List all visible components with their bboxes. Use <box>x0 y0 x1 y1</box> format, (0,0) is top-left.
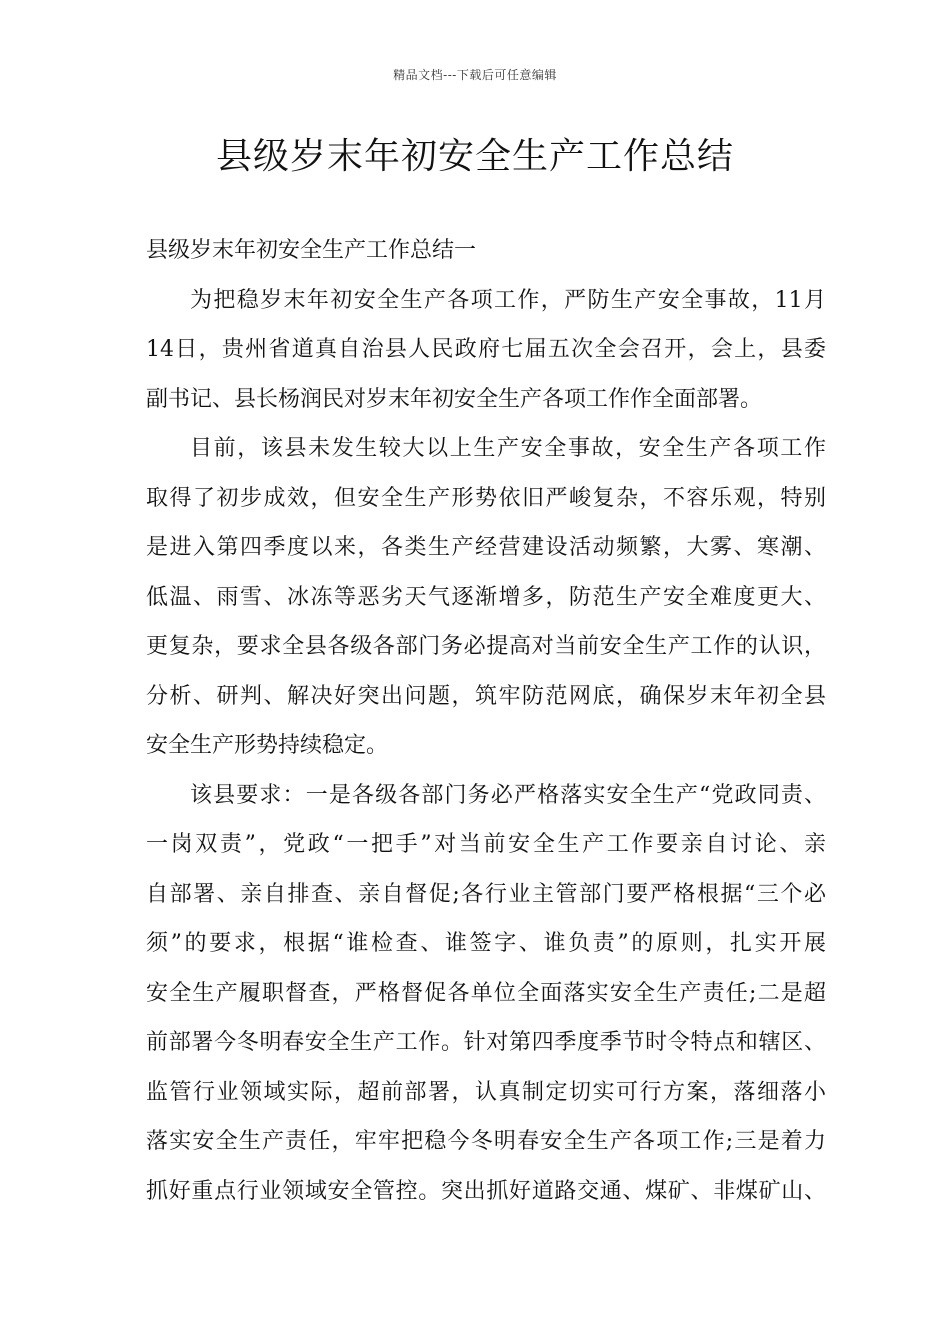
text-line: 安全生产形势持续稳定。 <box>146 733 389 758</box>
document-body <box>146 226 826 1216</box>
text-line: 是进入第四季度以来，各类生产经营建设活动频繁，大雾、寒潮、 <box>146 535 826 560</box>
text-line: 为把稳岁末年初安全生产各项工作，严防生产安全事故，11月 <box>190 287 826 313</box>
text-line: 安全生产履职督查，严格督促各单位全面落实安全生产责任;二是超 <box>146 980 826 1006</box>
text-line: 前部署今冬明春安全生产工作。针对第四季度季节时令特点和辖区、 <box>146 1030 826 1055</box>
text-line: 取得了初步成效，但安全生产形势依旧严峻复杂，不容乐观，特别 <box>146 485 826 511</box>
text-line: 14日，贵州省道真自治县人民政府七届五次全会召开，会上，县委 <box>146 337 826 362</box>
text-line: 目前，该县未发生较大以上生产安全事故，安全生产各项工作 <box>190 436 826 461</box>
text-line: 抓好重点行业领域安全管控。突出抓好道路交通、煤矿、非煤矿山、 <box>146 1178 826 1204</box>
text-line: 更复杂，要求全县各级各部门务必提高对当前安全生产工作的认识， <box>146 634 826 659</box>
text-line: 落实安全生产责任，牢牢把稳今冬明春安全生产各项工作;三是着力 <box>146 1129 826 1154</box>
text-line: 该县要求：一是各级各部门务必严格落实安全生产“党政同责、 <box>190 782 826 808</box>
text-line: 须”的要求，根据“谁检查、谁签字、谁负责”的原则，扎实开展 <box>146 931 826 956</box>
document-title: 县级岁末年初安全生产工作总结 <box>215 136 734 177</box>
text-line: 自部署、亲自排查、亲自督促;各行业主管部门要严格根据“三个必 <box>146 881 826 907</box>
text-line: 监管行业领域实际，超前部署，认真制定切实可行方案，落细落小 <box>146 1079 826 1105</box>
text-line: 副书记、县长杨润民对岁末年初安全生产各项工作作全面部署。 <box>146 386 763 412</box>
text-line: 一岗双责”，党政“一把手”对当前安全生产工作要亲自讨论、亲 <box>146 832 826 857</box>
text-line: 县级岁末年初安全生产工作总结一 <box>146 238 477 263</box>
text-line: 分析、研判、解决好突出问题，筑牢防范网底，确保岁末年初全县 <box>146 683 826 709</box>
header-note: 精品文档---下载后可任意编辑 <box>393 68 557 82</box>
text-line: 低温、雨雪、冰冻等恶劣天气逐渐增多，防范生产安全难度更大、 <box>146 584 826 610</box>
